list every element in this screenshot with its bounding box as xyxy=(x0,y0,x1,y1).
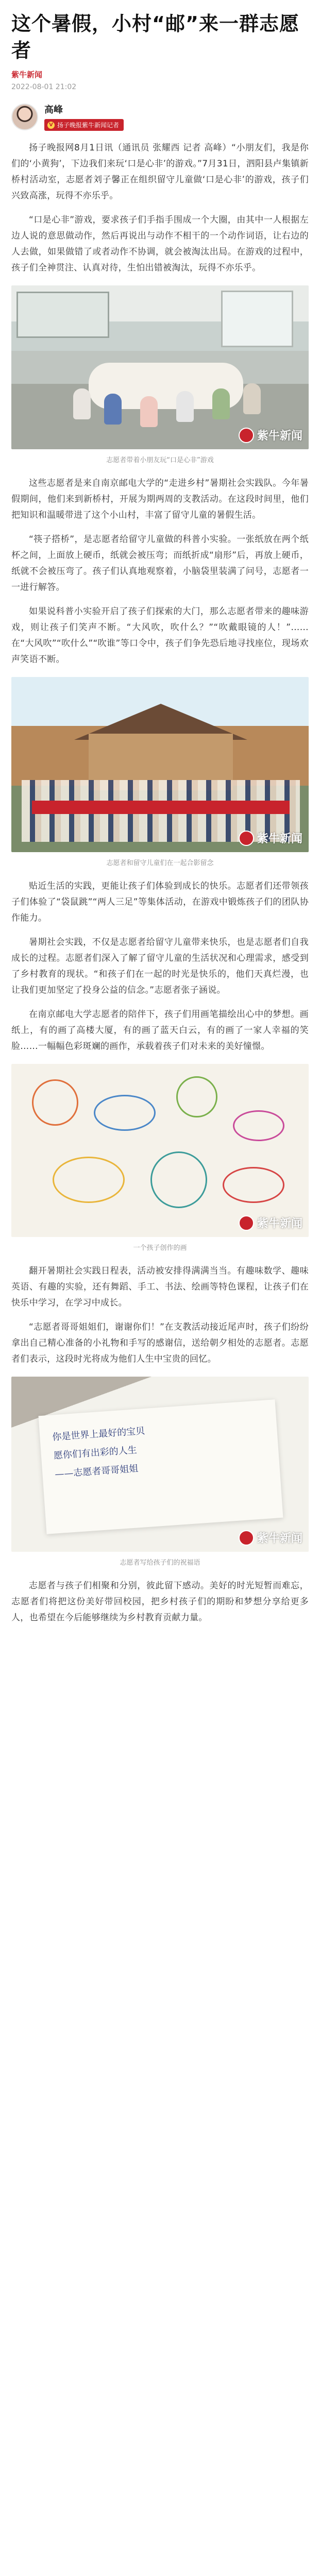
child-figure xyxy=(104,394,122,425)
figure-1 xyxy=(11,285,309,464)
note-text: 你是世界上最好的宝贝 愿你们有出彩的人生 ——志愿者哥哥姐姐 xyxy=(52,1426,145,1480)
classroom-photo[interactable] xyxy=(11,285,309,449)
paragraph: 贴近生活的实践，更能让孩子们体验到成长的快乐。志愿者们还带领孩子们体验了“袋鼠跳”“两人三足”等集体活动，在游戏中锻炼孩子们的团队协作能力。 xyxy=(11,881,309,923)
child-figure xyxy=(212,388,230,419)
zniu-logo-icon xyxy=(239,831,254,846)
paragraph: 志愿者与孩子们相聚和分别，彼此留下感动。美好的时光短暂而难忘，志愿者们将把这份美好带回校园，把乡村孩子们的期盼和梦想分享给更多人，也希望在今后能够继续为乡村教育贡献力量。 xyxy=(11,1581,309,1623)
author-tag xyxy=(44,119,124,131)
red-banner xyxy=(32,801,290,814)
zniu-logo-icon xyxy=(239,1530,254,1546)
figure-caption: 志愿者带着小朋友玩“口是心非”游戏 xyxy=(106,456,214,464)
zniu-logo-icon xyxy=(239,428,254,443)
paragraph: 翻开暑期社会实践日程表，活动被安排得满满当当。有趣味数学、趣味英语、有趣的实验，还有舞蹈、手工、书法、绘画等特色课程，让孩子们在快乐中学习，在学习中成长。 xyxy=(11,1266,309,1308)
child-figure xyxy=(140,396,158,427)
doodle-shape xyxy=(94,1095,156,1131)
figure-caption: 志愿者和留守儿童们在一起合影留念 xyxy=(106,859,214,867)
watermark: 紫牛新闻 xyxy=(239,1530,302,1546)
paragraph: 在南京邮电大学志愿者的陪伴下，孩子们用画笔描绘出心中的梦想。画纸上，有的画了高楼大厦，有的画了蓝天白云，有的画了一家人幸福的笑脸……一幅幅色彩斑斓的画作，承载着孩子们对未来的美好憧憬。 xyxy=(11,1009,309,1052)
doodle-shape xyxy=(233,1110,284,1141)
watermark: 紫牛新闻 xyxy=(239,427,302,443)
doodle-shape xyxy=(53,1157,125,1203)
author-avatar[interactable] xyxy=(11,104,38,130)
doodle-shape xyxy=(32,1079,78,1126)
figure-3 xyxy=(11,1064,309,1252)
footer-space xyxy=(11,1634,309,1655)
paragraph: 扬子晚报网8月1日讯（通讯员 张耀西 记者 高峰）“小朋友们，我是你们的‘小黄狗’，下边我们来玩‘口是心非’的游戏。”7月31日，泗阳县卢集镇新桥村活动室，志愿者刘子馨正在组织留守儿童做‘口是心非’的游戏，孩子们兴致高涨，玩得不亦乐乎。 xyxy=(11,143,309,201)
paragraph: “筷子搭桥”，是志愿者给留守儿童做的科普小实验。一张纸放在两个纸杯之间，上面放上硬币，纸就会被压弯；而纸折成“扇形”后，再放上硬币，纸就不会被压弯了。孩子们认真地观察着，小脑袋里装满了问号，志愿者一一进行解答。 xyxy=(11,534,309,592)
author-row[interactable] xyxy=(11,103,309,131)
handwritten-note xyxy=(39,1399,283,1534)
article-source[interactable]: 紫牛新闻 xyxy=(11,70,43,79)
figure-4 xyxy=(11,1377,309,1567)
doodle-shape xyxy=(176,1076,217,1117)
zniu-logo-icon xyxy=(239,1215,254,1231)
child-figure xyxy=(176,391,194,422)
figure-caption: 志愿者写给孩子们的祝福语 xyxy=(120,1559,200,1567)
article-title: 这个暑假，小村“邮”来一群志愿者 xyxy=(11,12,299,62)
child-figure xyxy=(243,383,261,414)
paragraph: 这些志愿者是来自南京邮电大学的“走进乡村”暑期社会实践队。今年暑假期间，他们来到新桥村，开展为期两周的支教活动。在这段时间里，他们把知识和温暖带进了这个小山村，丰富了留守儿童的暑假生活。 xyxy=(11,478,309,520)
article-date: 2022-08-01 21:02 xyxy=(11,83,77,91)
figure-2 xyxy=(11,677,309,867)
doodle-shape xyxy=(223,1167,284,1203)
classroom-board xyxy=(16,292,109,338)
drawing-photo[interactable] xyxy=(11,1064,309,1237)
doodle-shape xyxy=(150,1151,207,1208)
classroom-window xyxy=(221,291,293,347)
child-figure xyxy=(73,388,91,419)
author-info xyxy=(44,103,124,131)
note-photo[interactable] xyxy=(11,1377,309,1552)
author-name[interactable]: 高峰 xyxy=(44,105,63,115)
watermark: 紫牛新闻 xyxy=(239,830,302,846)
author-tag-label: 扬子晚报紫牛新闻记者 xyxy=(57,122,120,129)
v-badge-icon: V xyxy=(47,122,55,129)
group-photo[interactable] xyxy=(11,677,309,852)
watermark: 紫牛新闻 xyxy=(239,1215,302,1231)
paragraph: 暑期社会实践，不仅是志愿者给留守儿童带来快乐，也是志愿者们自我成长的过程。志愿者们深入了解了留守儿童的生活状况和心理需求，感受到了乡村教育的现状。“和孩子们在一起的时光是快乐的，他们天真烂漫，也让我们更加坚定了投身公益的信念。”志愿者张子涵说。 xyxy=(11,937,309,995)
figure-caption: 一个孩子创作的画 xyxy=(133,1244,187,1252)
paragraph: “志愿者哥哥姐姐们，谢谢你们！”在支教活动接近尾声时，孩子们纷纷拿出自己精心准备的小礼物和手写的感谢信，送给朝夕相处的志愿者。志愿者们表示，这段时光将成为他们人生中宝贵的回忆。 xyxy=(11,1322,309,1364)
paragraph: 如果说科普小实验开启了孩子们探索的大门，那么志愿者带来的趣味游戏，则让孩子们笑声不断。“大风吹，吹什么？”“吹戴眼镜的人！”……在“大风吹”“吹什么”“吹谁”等口令中，孩子们争先恐后地寻找座位，现场欢声笑语不断。 xyxy=(11,606,309,665)
paragraph: “口是心非”游戏，要求孩子们手指手围成一个大圈，由其中一人根据左边人说的意思做动作，然后再说出与动作不相干的一个动作词语，让右边的人去做，如果做错了或者动作不协调，就会被淘汰出局。在游戏的过程中，孩子们全神贯注、认真对待，生怕出错被淘汰，玩得不亦乐乎。 xyxy=(11,215,309,273)
